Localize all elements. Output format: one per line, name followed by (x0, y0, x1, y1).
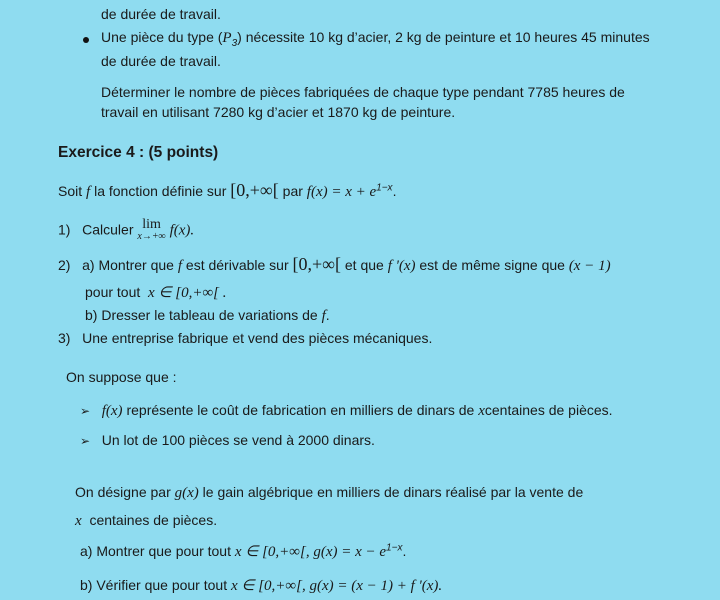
arrow-item-1: ➢ f(x) représente le coût de fabrication en milliers de dinars de xcentaines de pièces. (80, 402, 613, 419)
question-1: 1) Calculer lim x→+∞ f(x). (58, 217, 195, 242)
bullet-dot (83, 37, 89, 43)
question-3a: a) Montrer que pour tout x ∈ [0,+∞[, $g(x) = x - e^{1-x}$. (80, 542, 407, 560)
arrow-bullet-icon: ➢ (80, 434, 91, 448)
limit-operator: lim x→+∞ (137, 217, 166, 242)
suppose-line: On suppose que : (66, 369, 177, 385)
arrow-bullet-icon: ➢ (80, 404, 91, 418)
designe-line2: x centaines de pièces. (75, 512, 218, 529)
determine-line2: travail en utilisant 7280 kg d’acier et 1870 kg de peinture. (101, 104, 456, 120)
exercise-title: Exercice 4 : (5 points) (58, 144, 219, 161)
question-2a-line2: pour tout x ∈ [0,+∞[ . (85, 284, 227, 301)
question-2b: b) Dresser le tableau de variations de f. (85, 307, 330, 324)
arrow-item-2: ➢ Un lot de 100 pièces se vend à 2000 dinars. (80, 432, 375, 448)
question-2a-line1: 2) a) Montrer que f est dérivable sur [0,+∞[ et que f '(x) est de même signe que (x − 1) (58, 254, 611, 274)
bullet-p3-line2: de durée de travail. (101, 53, 221, 69)
intro-line: Soit f la fonction définie sur [0,+∞[ par $f(x) = x + e^{1-x}$. (58, 180, 397, 200)
bullet-p3-line1: Une pièce du type $(P_3)$ nécessite 10 kg d’acier, 2 kg de peinture et 10 heures 45 minutes (101, 29, 650, 49)
designe-line1: On désigne par g(x) le gain algébrique en milliers de dinars réalisé par la vente de (75, 484, 584, 501)
question-3b: b) Vérifier que pour tout x ∈ [0,+∞[, g(x) = (x − 1) + f '(x). (80, 577, 443, 594)
question-3: 3) Une entreprise fabrique et vend des pièces mécaniques. (58, 330, 433, 346)
text-line: de durée de travail. (101, 6, 221, 22)
determine-line1: Déterminer le nombre de pièces fabriquées de chaque type pendant 7785 heures de (101, 84, 625, 100)
